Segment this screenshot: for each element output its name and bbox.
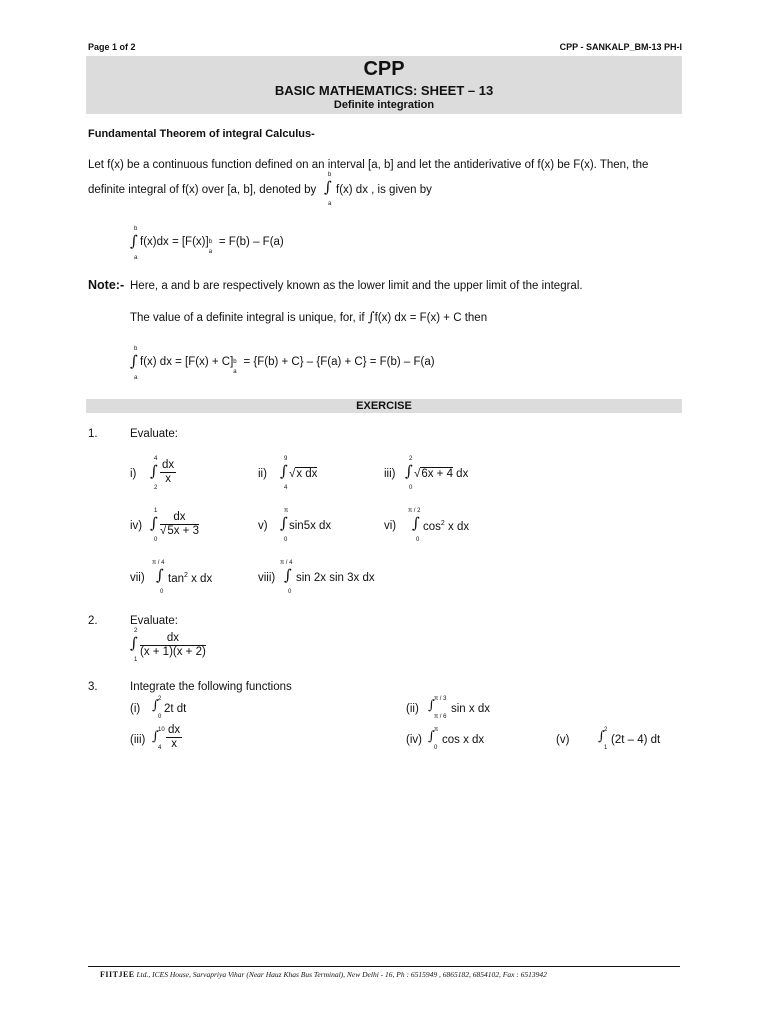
note-label: Note:- [88, 278, 125, 292]
lower-limit: 0 [160, 589, 164, 595]
q3-item-label: (iv) [406, 734, 422, 746]
upper-limit: π / 3 [434, 696, 447, 702]
lower-limit: 2 [154, 485, 158, 491]
exercise-heading: EXERCISE [86, 399, 682, 413]
integral-sign: ∫ [130, 232, 138, 250]
q3-item-label: (i) [130, 703, 141, 715]
theorem-line2 [88, 183, 316, 197]
lower-limit: 1 [604, 745, 608, 751]
differential: x dx [191, 572, 213, 585]
q3-item-integral [152, 727, 166, 753]
q1-item-expression [168, 572, 212, 585]
lower-limit: 0 [409, 485, 413, 491]
integral-sign: ∫ [367, 310, 375, 325]
q3-item-label: (ii) [406, 703, 419, 715]
formula-tail: = F(b) – F(a) [218, 236, 284, 248]
integral-sign: ∫ [284, 566, 292, 584]
title-box [86, 56, 682, 114]
integral-sign: ∫ [598, 729, 605, 744]
upper-limit: 2 [604, 727, 608, 733]
question-text: Evaluate: [130, 615, 178, 627]
q1-item-label: viii) [258, 572, 276, 584]
page-number: Page 1 of 2 [88, 42, 136, 52]
upper-limit: b [233, 359, 237, 365]
question-text: Evaluate: [130, 428, 178, 440]
q3-item-expression: sin x dx [451, 703, 490, 715]
upper-limit: π / 2 [408, 508, 421, 514]
note-formula-body: f(x) dx = [F(x) + C] [140, 356, 234, 368]
question-number: 2. [88, 615, 98, 627]
q3-item-integral [598, 727, 612, 753]
upper-limit: 10 [158, 727, 165, 733]
denominator: 5x + 3 [167, 525, 199, 537]
q1-item-label: iv) [130, 520, 143, 532]
differential: x dx [448, 520, 470, 533]
lower-limit: a [233, 369, 237, 375]
q1-item-label: v) [258, 520, 268, 532]
q1-item-expression: √x dx [289, 468, 318, 480]
note-line1: Here, a and b are respectively known as the lower limit and the upper limit of the integral. [130, 280, 583, 292]
upper-limit: b [208, 239, 213, 245]
theorem-line1: Let f(x) be a continuous function defined on an interval [a, b] and let the antiderivative of f(x) be F(x). Then, the [88, 159, 649, 171]
footer-divider [88, 966, 680, 967]
numerator: dx [160, 511, 199, 525]
theorem-line2-rest [336, 183, 432, 197]
theorem-line2-pre: definite integral of f(x) over [a, b], denoted by [88, 184, 317, 196]
note-line2-post: then [464, 312, 488, 324]
function: cos [423, 520, 441, 533]
integral-sign: ∫ [130, 352, 138, 370]
lower-limit: a [134, 375, 138, 381]
q1-item-fraction [160, 459, 176, 486]
integral-sign: ∫ [428, 698, 435, 713]
integrand: f(x) dx [336, 184, 368, 196]
question-number: 1. [88, 428, 98, 440]
formula-body: f(x)dx = [F(x)] [140, 236, 209, 248]
note-line2-pre: The value of a definite integral is unique, for, if [130, 312, 365, 324]
exponent: 2 [184, 572, 188, 579]
integral-sign: ∫ [150, 514, 158, 532]
lower-limit: 4 [284, 485, 288, 491]
q3-item-expression: 2t dt [164, 703, 187, 715]
upper-limit: 2 [158, 696, 162, 702]
q3-item-integral [428, 727, 442, 753]
q1-item-label: vi) [384, 520, 397, 532]
upper-limit: 2 [409, 456, 413, 462]
lower-limit: 0 [284, 537, 288, 543]
document-code: CPP - SANKALP_BM-13 PH-I [559, 42, 682, 52]
q3-item-fraction [166, 724, 182, 751]
q3-item-expression: cos x dx [442, 734, 485, 746]
theorem-formula [140, 236, 284, 255]
lower-limit: π / 6 [434, 714, 447, 720]
integral-sign: ∫ [150, 462, 158, 480]
integral-sign: ∫ [324, 178, 332, 196]
differential: dx [456, 468, 469, 480]
q1-item-expression: √6x + 4 dx [414, 468, 469, 480]
integral-sign: ∫ [280, 514, 288, 532]
footer-address: Ltd., ICES House, Sarvapriya Vihar (Near Hauz Khas Bus Terminal), New Delhi - 16, Ph : 6515949 , 6865182, 6854102, Fax : 6513942 [136, 970, 547, 979]
lower-limit: a [328, 201, 332, 207]
note-formula-tail: = {F(b) + C} – {F(a) + C} = F(b) – F(a) [243, 356, 435, 368]
question-number: 3. [88, 681, 98, 693]
q1-item-expression: sin5x dx [289, 520, 332, 532]
title-topic: Definite integration [333, 99, 435, 111]
upper-limit: 9 [284, 456, 288, 462]
lower-limit: 0 [416, 537, 420, 543]
exponent: 2 [440, 520, 445, 527]
q1-item-label: vii) [130, 572, 145, 584]
fiitjee-logo: FIITJEE [100, 970, 135, 979]
upper-limit: 4 [154, 456, 158, 462]
integral-sign: ∫ [152, 729, 159, 744]
question-text: Integrate the following functions [130, 681, 292, 693]
title-main: CPP [363, 58, 405, 80]
theorem-line2-post: , is given by [371, 184, 432, 196]
q1-item-label: ii) [258, 468, 267, 480]
footer [100, 970, 547, 979]
integral-sign: ∫ [152, 698, 159, 713]
lower-limit: a [134, 255, 138, 261]
q3-item-integral [428, 696, 452, 722]
title-sub: BASIC MATHEMATICS: SHEET – 13 [274, 83, 494, 98]
integral-sign: ∫ [280, 462, 288, 480]
q3-item-label: (v) [556, 734, 570, 746]
integral-sign: ∫ [405, 462, 413, 480]
denominator: (x + 1)(x + 2) [140, 646, 206, 658]
upper-limit: b [134, 226, 138, 232]
lower-limit: 0 [434, 745, 438, 751]
lower-limit: a [208, 249, 213, 255]
upper-limit: π / 4 [280, 560, 293, 566]
upper-limit: b [328, 172, 332, 178]
integral-sign: ∫ [428, 729, 435, 744]
numerator: dx [168, 724, 181, 736]
q3-item-label: (iii) [130, 734, 146, 746]
upper-limit: π [434, 727, 439, 733]
integral-sign: ∫ [156, 566, 164, 584]
q1-item-expression [423, 520, 469, 533]
function: tan [168, 572, 184, 585]
q1-item-fraction: $\frac{dx}{√5x + 3}$ [160, 511, 199, 537]
numerator: dx [162, 459, 175, 471]
upper-limit: π [284, 508, 289, 514]
note-formula [140, 356, 435, 375]
integral-sign: ∫ [130, 634, 138, 652]
denominator: x [171, 738, 177, 750]
q2-fraction [140, 632, 206, 659]
upper-limit: 2 [134, 628, 138, 634]
denominator: x [165, 473, 171, 485]
lower-limit: 0 [154, 537, 158, 543]
radicand: x dx [296, 468, 318, 480]
lower-limit: 4 [158, 745, 162, 751]
radicand: 6x + 4 [421, 468, 453, 480]
numerator: dx [140, 632, 206, 646]
integral-sign: ∫ [412, 514, 420, 532]
lower-limit: 0 [158, 714, 162, 720]
lower-limit: 0 [288, 589, 292, 595]
upper-limit: b [134, 346, 138, 352]
q1-item-expression: sin 2x sin 3x dx [296, 572, 375, 584]
note-line2 [130, 311, 487, 325]
q3-item-expression: (2t – 4) dt [611, 734, 661, 746]
note-line2-formula: f(x) dx = F(x) + C [374, 312, 462, 324]
q1-item-label: i) [130, 468, 137, 480]
upper-limit: 1 [154, 508, 158, 514]
lower-limit: 1 [134, 657, 138, 663]
theorem-heading: Fundamental Theorem of integral Calculus- [88, 128, 315, 140]
q1-item-label: iii) [384, 468, 396, 480]
upper-limit: π / 4 [152, 560, 165, 566]
